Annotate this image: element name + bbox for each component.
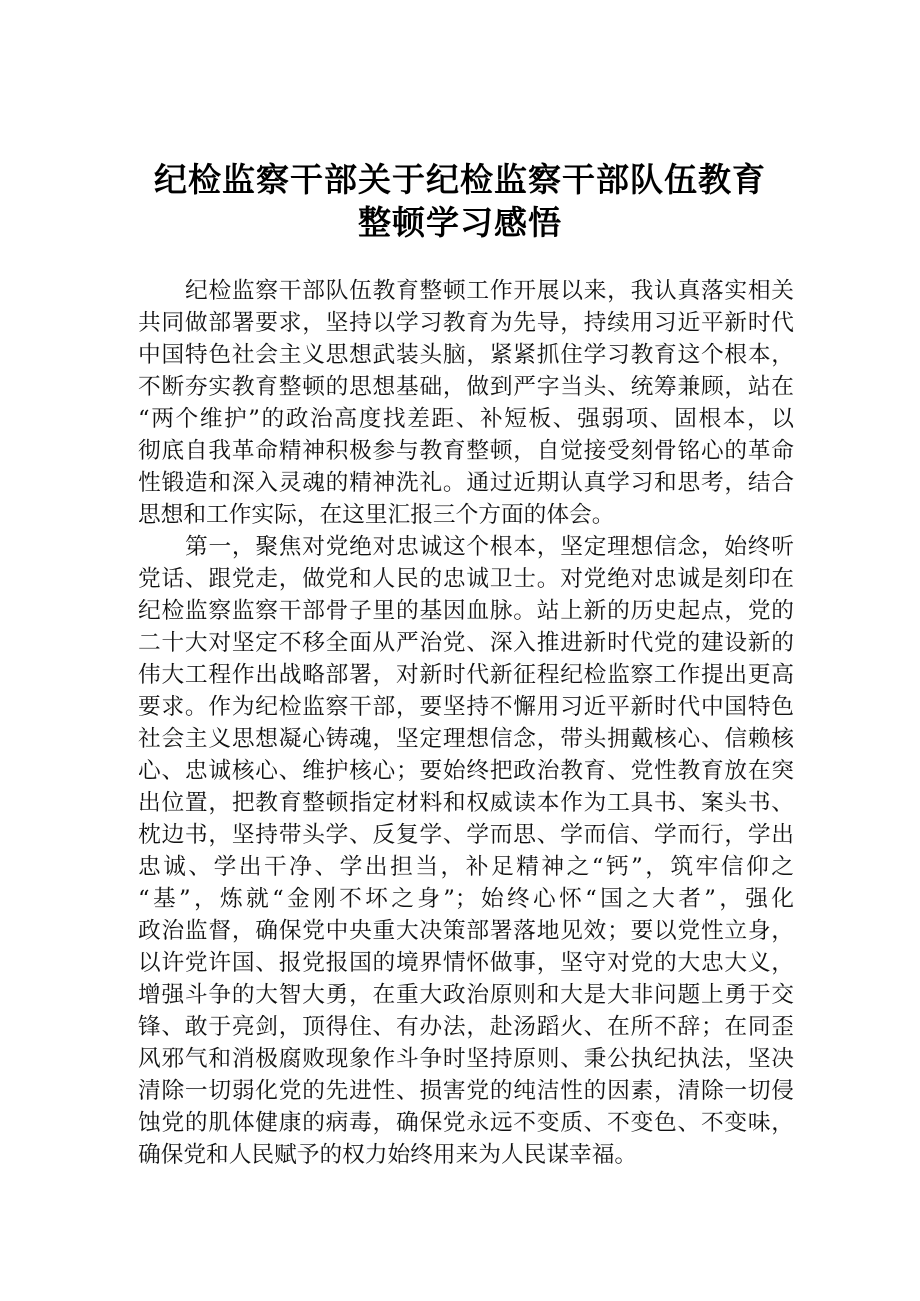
- paragraph-2-line: 出位置，把教育整顿指定材料和权威读本作为工具书、案头书、: [138, 790, 794, 816]
- paragraph-2-line: “基”，炼就“金刚不坏之身”；始终心怀“国之大者”，强化: [138, 886, 794, 912]
- paragraph-1-line: 不断夯实教育整顿的思想基础，做到严字当头、统筹兼顾，站在: [138, 374, 794, 400]
- paragraph-1-line: 彻底自我革命精神积极参与教育整顿，自觉接受刻骨铭心的革命: [138, 438, 794, 464]
- paragraph-2-line: 锋、敢于亮剑，顶得住、有办法，赴汤蹈火、在所不辞；在同歪: [138, 1014, 794, 1040]
- paragraph-1-line: 中国特色社会主义思想武装头脑，紧紧抓住学习教育这个根本，: [138, 342, 794, 368]
- paragraph-2-line: 第一，聚焦对党绝对忠诚这个根本，坚定理想信念，始终听: [185, 534, 794, 560]
- paragraph-2-line: 伟大工程作出战略部署，对新时代新征程纪检监察工作提出更高: [138, 662, 794, 688]
- paragraph-2-line: 二十大对坚定不移全面从严治党、深入推进新时代党的建设新的: [138, 630, 794, 656]
- paragraph-1-line: 性锻造和深入灵魂的精神洗礼。通过近期认真学习和思考，结合: [138, 470, 794, 496]
- paragraph-2-line: 政治监督，确保党中央重大决策部署落地见效；要以党性立身，: [138, 918, 794, 944]
- paragraph-2-line: 忠诚、学出干净、学出担当，补足精神之“钙”，筑牢信仰之: [138, 854, 794, 880]
- paragraph-2-line: 社会主义思想凝心铸魂，坚定理想信念，带头拥戴核心、信赖核: [138, 726, 794, 752]
- paragraph-1-line: “两个维护”的政治高度找差距、补短板、强弱项、固根本，以: [138, 406, 794, 432]
- paragraph-2-line: 党话、跟党走，做党和人民的忠诚卫士。对党绝对忠诚是刻印在: [138, 566, 794, 592]
- paragraph-2-line: 增强斗争的大智大勇，在重大政治原则和大是大非问题上勇于交: [138, 982, 794, 1008]
- paragraph-2-line: 清除一切弱化党的先进性、损害党的纯洁性的因素，清除一切侵: [138, 1078, 794, 1104]
- document-title-line-1: 纪检监察干部关于纪检监察干部队伍教育: [154, 160, 766, 199]
- paragraph-1-line: 思想和工作实际，在这里汇报三个方面的体会。: [138, 502, 615, 528]
- paragraph-2-line: 纪检监察监察干部骨子里的基因血脉。站上新的历史起点，党的: [138, 598, 794, 624]
- paragraph-2-line: 枕边书，坚持带头学、反复学、学而思、学而信、学而行，学出: [138, 822, 794, 848]
- paragraph-1-line: 纪检监察干部队伍教育整顿工作开展以来，我认真落实相关: [185, 278, 794, 304]
- paragraph-1-line: 共同做部署要求，坚持以学习教育为先导，持续用习近平新时代: [138, 310, 794, 336]
- paragraph-2-line: 以许党许国、报党报国的境界情怀做事，坚守对党的大忠大义，: [138, 950, 794, 976]
- paragraph-2-line: 风邪气和消极腐败现象作斗争时坚持原则、秉公执纪执法，坚决: [138, 1046, 794, 1072]
- paragraph-2-line: 蚀党的肌体健康的病毒，确保党永远不变质、不变色、不变味，: [138, 1110, 794, 1136]
- paragraph-2-line: 确保党和人民赋予的权力始终用来为人民谋幸福。: [138, 1142, 638, 1168]
- paragraph-2-line: 心、忠诚核心、维护核心；要始终把政治教育、党性教育放在突: [138, 758, 794, 784]
- paragraph-2-line: 要求。作为纪检监察干部，要坚持不懈用习近平新时代中国特色: [138, 694, 794, 720]
- document-title-line-2: 整顿学习感悟: [358, 203, 562, 242]
